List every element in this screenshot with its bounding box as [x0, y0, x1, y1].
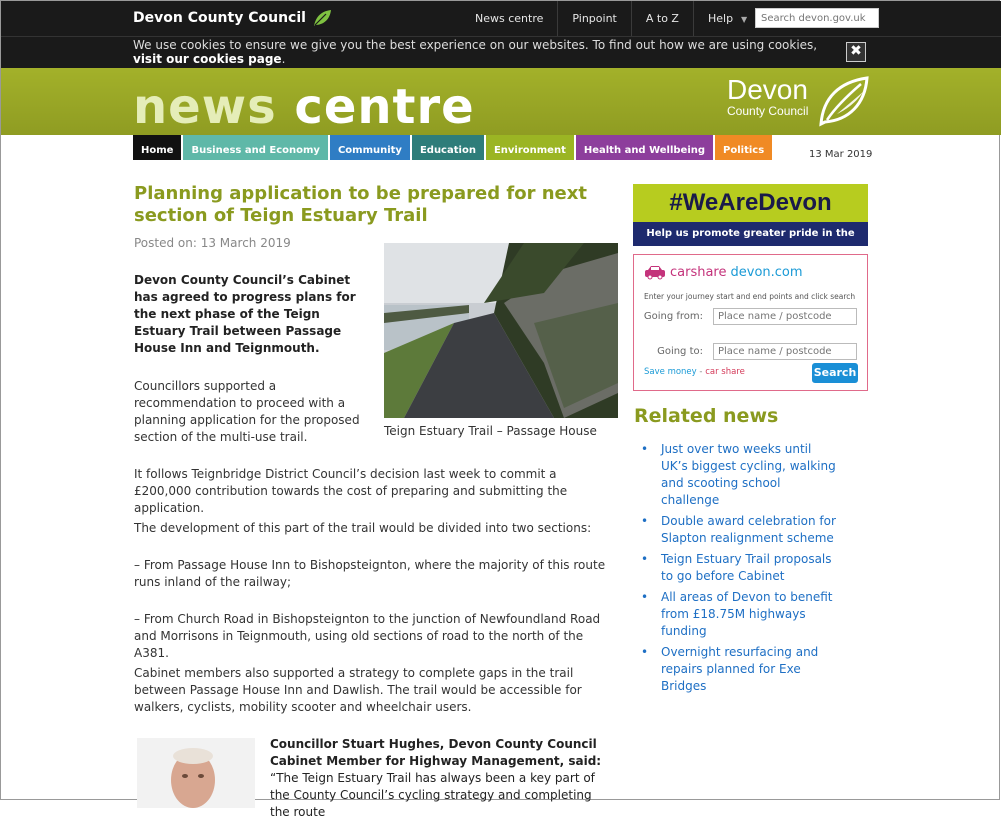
- nav-help[interactable]: [693, 1, 761, 36]
- article-paragraph: Cabinet members also supported a strategy to complete gaps in the trail between Passage House Inn and Dawlish. The trail would be accessible for walkers, cyclists, mobility scooter and wheelchair users.: [134, 666, 582, 714]
- article-paragraph: Councillors supported a recommendation to proceed with a planning application for the proposed section of the multi-use trail.: [134, 379, 360, 444]
- carshare-logo-a: carshare: [670, 264, 727, 280]
- cookie-period: .: [281, 52, 286, 66]
- quote-body: “The Teign Estuary Trail has always been a key part of the County Council’s cycling strategy and completing the route: [270, 771, 595, 819]
- category-tab-health-and-wellbeing[interactable]: Health and Wellbeing: [576, 135, 713, 160]
- page-title: [133, 81, 475, 133]
- article-paragraph: – From Church Road in Bishopsteignton to the junction of Newfoundland Road and Morrisons in Teignmouth, using old sections of road to the north of the A381.: [134, 612, 601, 660]
- related-news-item[interactable]: • Double award celebration for Slapton realignment scheme: [641, 513, 841, 547]
- trail-photo: [384, 243, 618, 418]
- header-band: [1, 68, 1001, 135]
- category-tab-business-and-economy[interactable]: Business and Economy: [183, 135, 327, 160]
- link-separator: -: [699, 367, 706, 377]
- current-date: 13 Mar 2019: [809, 149, 873, 160]
- article-figure: [384, 243, 618, 438]
- search-input[interactable]: [755, 8, 879, 28]
- promo-subtitle: Help us promote greater pride in the: [633, 222, 868, 246]
- category-tab-politics[interactable]: Politics: [715, 135, 772, 160]
- article-title: Planning application to be prepared for next section of Teign Estuary Trail: [134, 183, 587, 226]
- top-bar: [1, 1, 1001, 36]
- promo-title: #WeAreDevon: [633, 184, 868, 222]
- quote-speaker: Councillor Stuart Hughes, Devon County Council Cabinet Member for Highway Management, said:: [270, 737, 602, 768]
- article-paragraph: It follows Teignbridge District Council’s decision last week to commit a £200,000 contribution towards the cost of preparing and submitting the application.: [134, 467, 568, 515]
- going-to-input[interactable]: [713, 343, 857, 360]
- carshare-search-button[interactable]: Search: [812, 363, 858, 383]
- carshare-links: [644, 367, 745, 377]
- councillor-quote: [270, 736, 615, 821]
- going-to-label: Going to:: [657, 346, 703, 357]
- category-tab-education[interactable]: Education: [412, 135, 484, 160]
- going-from-label: Going from:: [643, 311, 703, 322]
- cookie-text: We use cookies to ensure we give you the best experience on our websites. To find out how we are using cookies,: [133, 38, 818, 52]
- posted-date: Posted on: 13 March 2019: [134, 236, 291, 250]
- we-are-devon-banner[interactable]: [633, 184, 868, 246]
- category-tab-home[interactable]: Home: [133, 135, 181, 160]
- related-news-item[interactable]: • Teign Estuary Trail proposals to go before Cabinet: [641, 551, 841, 585]
- going-from-input[interactable]: [713, 308, 857, 325]
- carshare-logo-b: devon.com: [730, 264, 803, 280]
- carshare-hint: Enter your journey start and end points and click search: [644, 292, 856, 301]
- title-word-centre: centre: [294, 79, 475, 135]
- article-lead: Devon County Council’s Cabinet has agreed to progress plans for the next phase of the Teign Estuary Trail between Passage House Inn and Teignmouth.: [134, 273, 356, 355]
- cookie-link[interactable]: visit our cookies page: [133, 52, 282, 66]
- category-tab-environment[interactable]: Environment: [486, 135, 574, 160]
- cookie-message: [133, 38, 833, 66]
- top-nav: [461, 1, 761, 36]
- related-news-item[interactable]: • Overnight resurfacing and repairs planned for Exe Bridges: [641, 644, 841, 695]
- avatar: [137, 738, 255, 808]
- logo-devon: Devon: [727, 74, 808, 105]
- cookie-banner: [1, 36, 1001, 68]
- chevron-down-icon: ▼: [741, 15, 748, 24]
- brand-link[interactable]: [133, 8, 332, 28]
- nav-pinpoint[interactable]: Pinpoint: [557, 1, 630, 36]
- leaf-icon: [312, 8, 332, 28]
- nav-help-label: Help: [707, 12, 734, 25]
- title-word-news: news: [133, 79, 277, 135]
- article-paragraph: – From Passage House Inn to Bishopsteignton, where the majority of this route runs inland of the railway;: [134, 558, 606, 589]
- related-news-item[interactable]: • All areas of Devon to benefit from £18.75M highways funding: [641, 589, 841, 640]
- related-news-item[interactable]: • Just over two weeks until UK’s biggest cycling, walking and scooting school challenge: [641, 441, 841, 509]
- close-icon[interactable]: ✖: [846, 42, 866, 62]
- nav-news-centre[interactable]: News centre: [475, 12, 544, 25]
- leaf-icon: [815, 74, 869, 128]
- brand-name: Devon County Council: [133, 10, 306, 26]
- category-nav: [133, 135, 774, 160]
- car-share-link[interactable]: car share: [705, 367, 745, 377]
- nav-a-to-z[interactable]: A to Z: [631, 1, 693, 36]
- councillor-photo: [137, 738, 255, 808]
- save-money-link[interactable]: Save money: [644, 367, 697, 377]
- category-tab-community[interactable]: Community: [330, 135, 410, 160]
- article-paragraph: The development of this part of the trail would be divided into two sections:: [134, 521, 592, 535]
- devon-logo[interactable]: [727, 76, 808, 118]
- related-news-heading: Related news: [634, 405, 779, 427]
- carshare-logo[interactable]: [644, 264, 803, 280]
- photo-caption: Teign Estuary Trail – Passage House: [384, 424, 597, 438]
- logo-county-council: County Council: [727, 104, 809, 118]
- car-icon: [644, 264, 666, 280]
- related-news-list: [641, 441, 841, 699]
